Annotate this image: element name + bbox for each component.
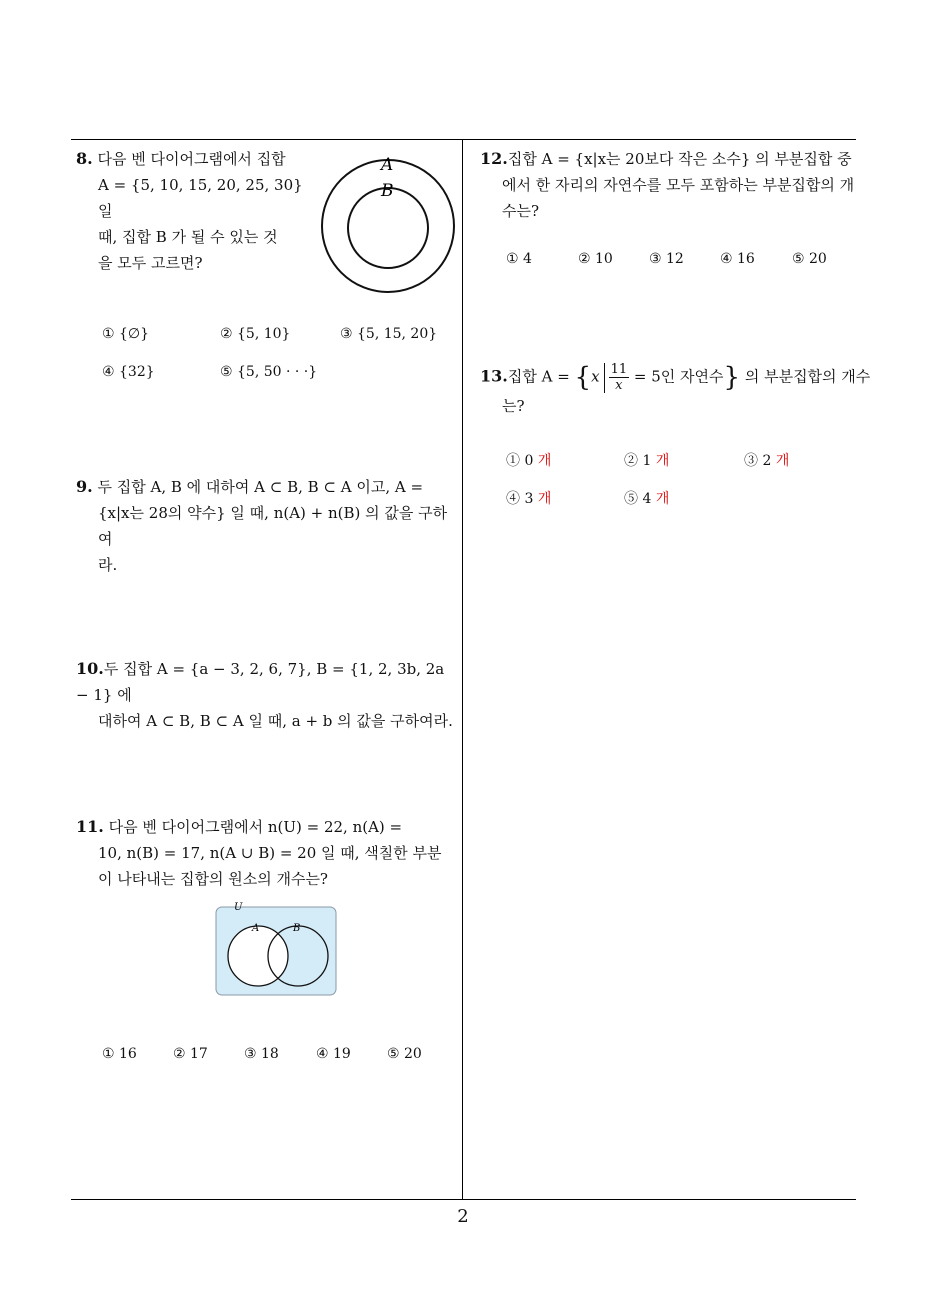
venn-diagram-a-b bbox=[318, 150, 458, 295]
choice-4[interactable]: ④ 16 bbox=[720, 251, 755, 267]
problem-text: 두 집합 A, B 에 대하여 A ⊂ B, B ⊂ A 이고, A = bbox=[97, 478, 424, 496]
set-bar bbox=[604, 363, 605, 393]
choice-3[interactable]: ③ 18 bbox=[244, 1046, 279, 1062]
problem-text: 때, 집합 B 가 될 수 있는 것 bbox=[98, 228, 278, 246]
set-a-circle bbox=[322, 160, 454, 292]
set-variable: x bbox=[591, 367, 600, 386]
problem-number: 13. bbox=[480, 366, 508, 386]
problem-text: 수는? bbox=[502, 202, 540, 220]
problem-text: 대하여 A ⊂ B, B ⊂ A 일 때, a + b 의 값을 구하여라. bbox=[98, 712, 453, 730]
problem-9 bbox=[76, 474, 458, 578]
set-condition: = 5인 자연수 bbox=[633, 367, 724, 386]
choice-3[interactable]: ③ {5, 15, 20} bbox=[340, 326, 438, 342]
set-a-label: A bbox=[252, 923, 260, 934]
choice-1[interactable]: ① {∅} bbox=[102, 326, 150, 342]
problem-12 bbox=[480, 146, 860, 224]
problem-text: 에서 한 자리의 자연수를 모두 포함하는 부분집합의 개 bbox=[502, 176, 855, 194]
choice-4[interactable]: ④ 3 개 bbox=[506, 491, 552, 507]
problem-number: 11. bbox=[76, 817, 104, 836]
problem-text: 집합 A = {x|x는 20보다 작은 소수} 의 부분집합 중 bbox=[507, 150, 852, 168]
set-b-label: B bbox=[293, 923, 301, 934]
problem-number: 8. bbox=[76, 149, 93, 168]
left-brace: { bbox=[574, 362, 592, 393]
column-divider bbox=[462, 139, 463, 1200]
problem-13 bbox=[480, 362, 871, 419]
problem-text: A = {5, 10, 15, 20, 25, 30} 일 bbox=[98, 176, 303, 220]
choice-1[interactable]: ① 0 개 bbox=[506, 453, 552, 469]
problem-number: 10. bbox=[76, 659, 104, 678]
choice-5[interactable]: ⑤ 20 bbox=[792, 251, 827, 267]
problem-text: 라. bbox=[98, 556, 118, 574]
problem-text: 10, n(B) = 17, n(A ∪ B) = 20 일 때, 색칠한 부분 bbox=[98, 844, 442, 862]
problem-text: 의 부분집합의 개수 bbox=[744, 367, 871, 386]
choice-2[interactable]: ② 17 bbox=[173, 1046, 208, 1062]
universe-label: U bbox=[234, 902, 243, 913]
choice-5[interactable]: ⑤ 4 개 bbox=[624, 491, 670, 507]
problem-8 bbox=[76, 146, 306, 276]
set-a-circle bbox=[228, 926, 288, 986]
choice-2[interactable]: ② 1 개 bbox=[624, 453, 670, 469]
choice-3[interactable]: ③ 2 개 bbox=[744, 453, 790, 469]
top-rule bbox=[71, 139, 856, 140]
fraction-denominator: x bbox=[615, 378, 623, 393]
problem-number: 12. bbox=[480, 149, 508, 168]
choice-2[interactable]: ② {5, 10} bbox=[220, 326, 291, 342]
problem-text: 집합 A = bbox=[507, 367, 570, 386]
problem-text: 다음 벤 다이어그램에서 n(U) = 22, n(A) = bbox=[108, 818, 403, 836]
choice-1[interactable]: ① 16 bbox=[102, 1046, 137, 1062]
problem-text: 다음 벤 다이어그램에서 집합 bbox=[97, 150, 286, 168]
choice-3[interactable]: ③ 12 bbox=[649, 251, 684, 267]
bottom-rule bbox=[71, 1199, 856, 1200]
set-b-label: B bbox=[381, 181, 394, 201]
right-brace: } bbox=[723, 362, 741, 393]
choice-2[interactable]: ② 10 bbox=[578, 251, 613, 267]
problem-text: {x|x는 28의 약수} 일 때, n(A) + n(B) 의 값을 구하여 bbox=[98, 504, 448, 548]
fraction-numerator: 11 bbox=[610, 362, 628, 377]
problem-text: 는? bbox=[502, 397, 525, 415]
choice-5[interactable]: ⑤ 20 bbox=[387, 1046, 422, 1062]
choice-4[interactable]: ④ 19 bbox=[316, 1046, 351, 1062]
page-number: 2 bbox=[457, 1206, 469, 1227]
fraction bbox=[609, 362, 630, 393]
venn-diagram-u-a-b bbox=[214, 900, 338, 1000]
choice-4[interactable]: ④ {32} bbox=[102, 364, 155, 380]
problem-text: 이 나타내는 집합의 원소의 개수는? bbox=[98, 870, 328, 888]
problem-11 bbox=[76, 814, 458, 892]
problem-number: 9. bbox=[76, 477, 93, 496]
choice-5[interactable]: ⑤ {5, 50 · · ·} bbox=[220, 364, 318, 380]
set-a-label: A bbox=[381, 155, 394, 175]
choice-1[interactable]: ① 4 bbox=[506, 251, 532, 267]
problem-text: 두 집합 A = {a − 3, 2, 6, 7}, B = {1, 2, 3b, 2a − 1} 에 bbox=[76, 660, 445, 704]
problem-10 bbox=[76, 656, 458, 734]
problem-text: 을 모두 고르면? bbox=[98, 254, 203, 272]
